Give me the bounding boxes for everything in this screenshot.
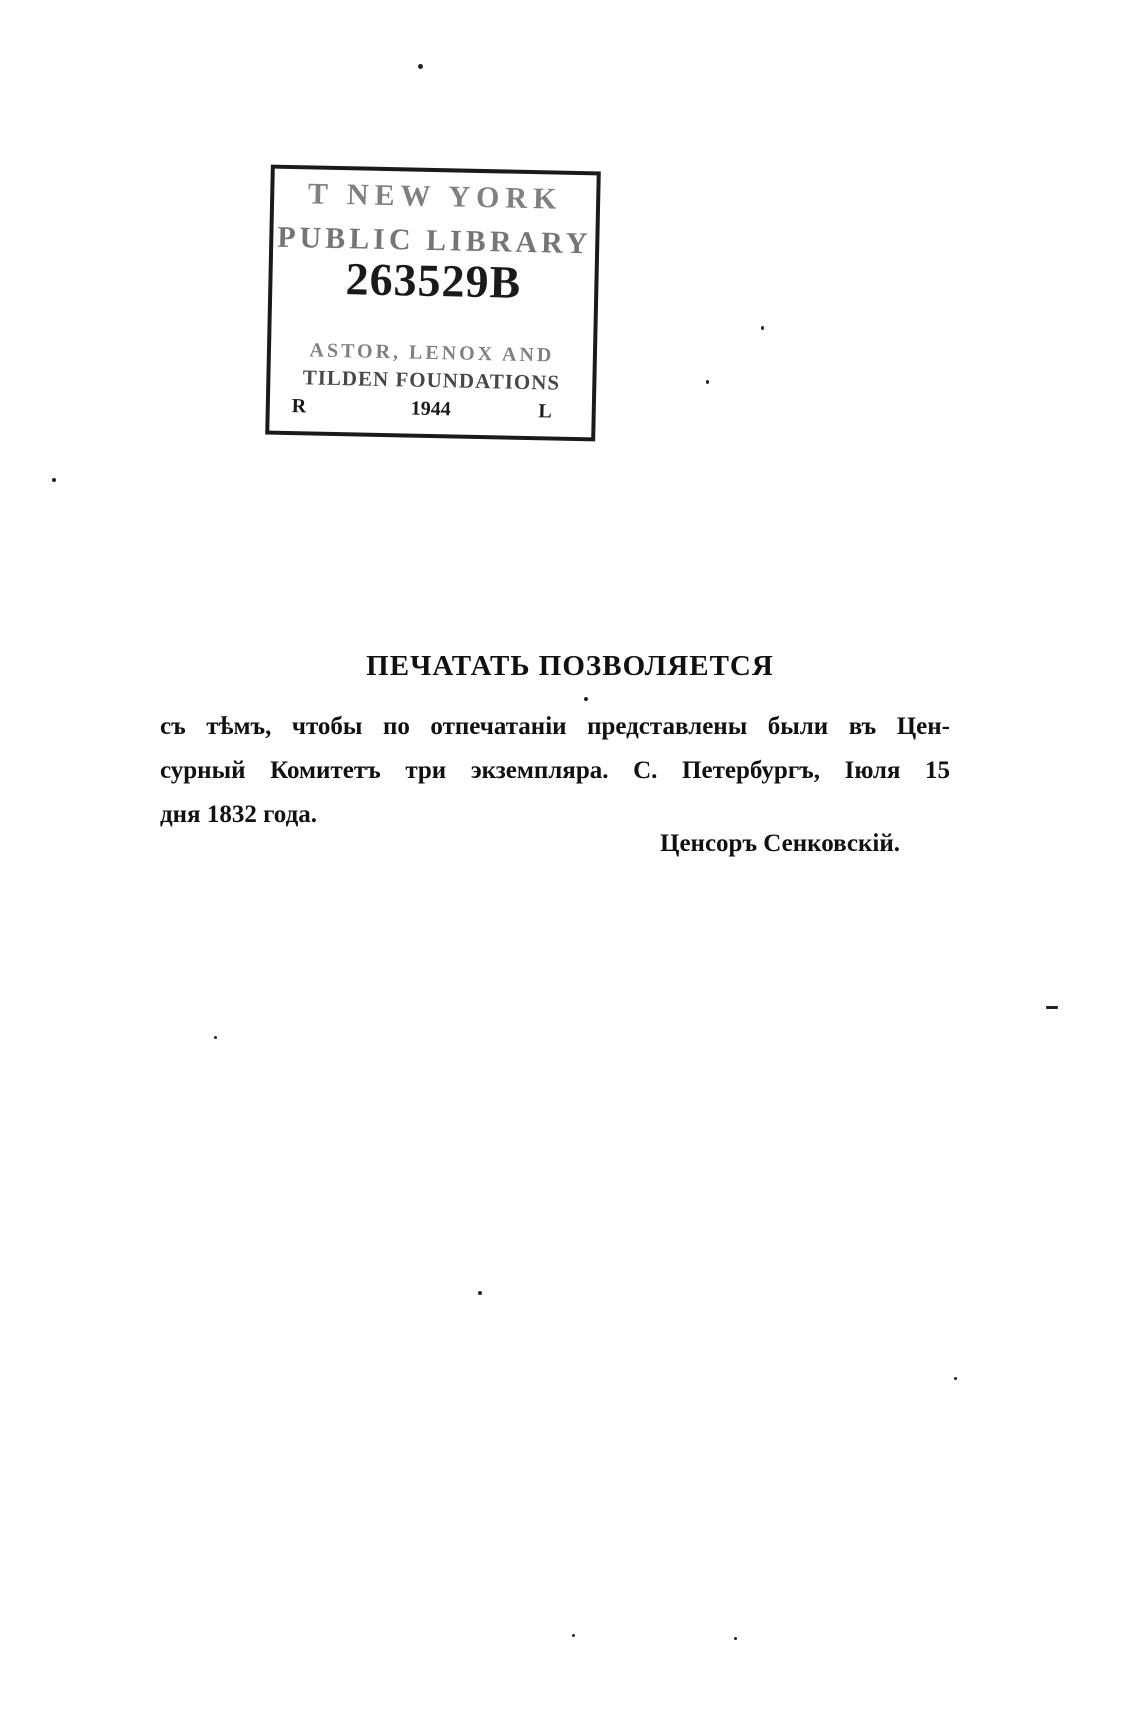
scan-speck <box>418 64 423 69</box>
stamp-line-foundations-2: TILDEN FOUNDATIONS <box>302 365 561 395</box>
censor-signature: Ценсоръ Сенковскій. <box>660 830 900 857</box>
scan-speck <box>52 478 56 482</box>
scan-speck <box>706 380 709 384</box>
stamp-line-foundations-1: ASTOR, LENOX AND <box>309 339 555 367</box>
library-stamp <box>265 165 601 442</box>
stamp-line-library-name: T NEW YORK <box>307 177 563 216</box>
scan-speck <box>734 1637 737 1640</box>
censorship-heading: ПЕЧАТАТЬ ПОЗВОЛЯЕТСЯ <box>366 650 774 682</box>
censorship-body <box>160 705 950 837</box>
stamp-left-mark: R <box>291 395 307 418</box>
scan-speck <box>214 1036 217 1039</box>
scan-speck <box>584 697 588 701</box>
stamp-year: 1944 <box>410 397 452 421</box>
stamp-accession-number: 263529B <box>345 253 522 308</box>
scan-speck <box>572 1634 575 1637</box>
scan-speck <box>954 1377 957 1380</box>
stamp-line-public-library: PUBLIC LIBRARY <box>276 220 592 261</box>
body-line-3: дня 1832 года. <box>160 801 317 828</box>
scan-speck <box>478 1291 482 1295</box>
scan-speck <box>1046 1006 1058 1009</box>
stamp-right-mark: L <box>538 400 552 423</box>
body-line-1: съ тѣмъ, чтобы по отпечатаніи представлены были въ Цен- <box>160 713 950 740</box>
body-line-2: сурный Комитетъ три экземпляра. С. Петербургъ, Іюля 15 <box>160 757 950 784</box>
scan-speck <box>761 326 764 330</box>
stamp-bottom-row <box>270 395 592 423</box>
